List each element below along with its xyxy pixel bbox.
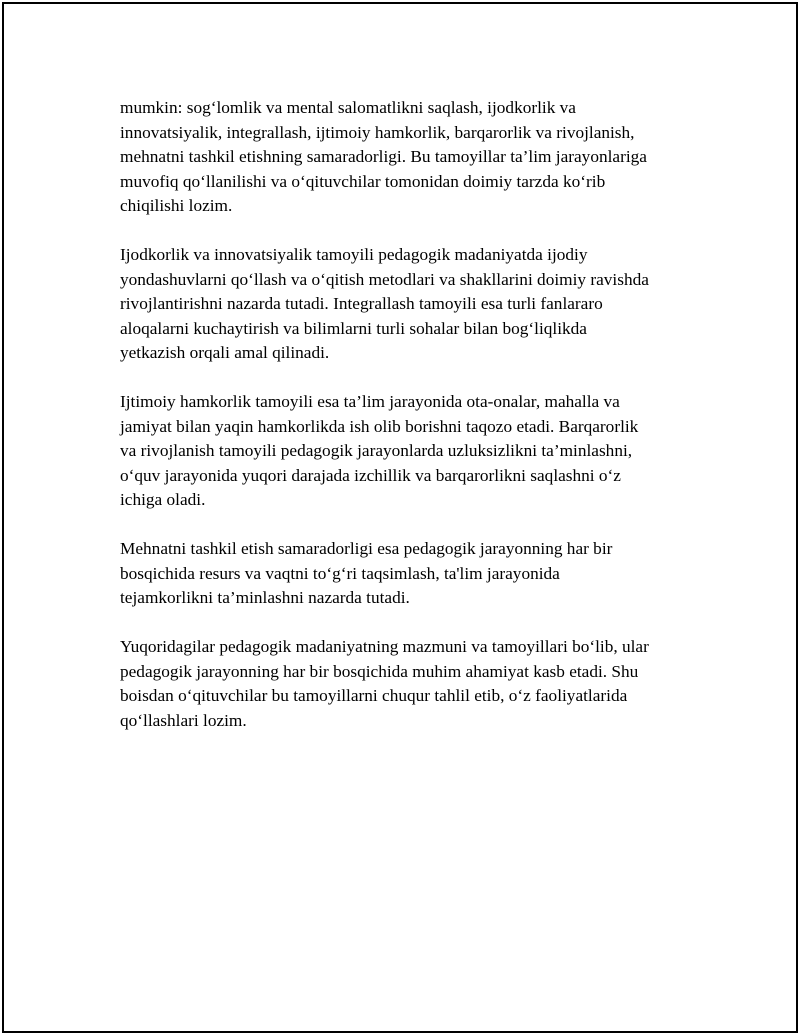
text-line: Mehnatni tashkil etish samaradorligi esa pedagogik jarayonning har bir: [120, 539, 613, 558]
text-line: va rivojlanish tamoyili pedagogik jarayonlarda uzluksizlikni ta’minlashni,: [120, 441, 633, 460]
text-line: mehnatni tashkil etishning samaradorligi. Bu tamoyillar ta’lim jarayonlariga: [120, 147, 647, 166]
text-line: Ijodkorlik va innovatsiyalik tamoyili pedagogik madaniyatda ijodiy: [120, 245, 588, 264]
paragraph-4: [120, 537, 700, 611]
document-page: [2, 2, 798, 1033]
text-line: aloqalarni kuchaytirish va bilimlarni turli sohalar bilan bog‘liqlikda: [120, 318, 587, 338]
paragraph-5: [120, 635, 700, 733]
text-line: Yuqoridagilar pedagogik madaniyatning mazmuni va tamoyillari bo‘lib, ular: [120, 637, 649, 656]
text-line: tejamkorlikni ta’minlashni nazarda tutadi.: [120, 588, 410, 607]
text-line: pedagogik jarayonning har bir bosqichida muhim ahamiyat kasb etadi. Shu: [120, 661, 639, 681]
paragraph-2: [120, 243, 700, 366]
document-body: [120, 96, 700, 758]
paragraph-3: [120, 390, 700, 513]
text-line: qo‘llashlari lozim.: [120, 710, 247, 730]
text-line: o‘quv jarayonida yuqori darajada izchillik va barqarorlikni saqlashni o‘z: [120, 465, 621, 485]
text-line: yetkazish orqali amal qilinadi.: [120, 343, 330, 362]
text-line: mumkin: sog‘lomlik va mental salomatlikni saqlash, ijodkorlik va: [120, 98, 576, 117]
text-line: yondashuvlarni qo‘llash va o‘qitish metodlari va shakllarini doimiy ravishda: [120, 269, 649, 289]
text-line: muvofiq qo‘llanilishi va o‘qituvchilar tomonidan doimiy tarzda ko‘rib: [120, 171, 606, 191]
text-line: boisdan o‘qituvchilar bu tamoyillarni chuqur tahlil etib, o‘z faoliyatlarida: [120, 686, 628, 705]
text-line: chiqilishi lozim.: [120, 196, 233, 215]
text-line: Ijtimoiy hamkorlik tamoyili esa ta’lim jarayonida ota-onalar, mahalla va: [120, 392, 620, 411]
text-line: jamiyat bilan yaqin hamkorlikda ish olib borishni taqozo etadi. Barqarorlik: [120, 416, 639, 436]
text-line: ichiga oladi.: [120, 490, 206, 509]
text-line: rivojlantirishni nazarda tutadi. Integrallash tamoyili esa turli fanlararo: [120, 294, 603, 313]
text-line: innovatsiyalik, integrallash, ijtimoiy hamkorlik, barqarorlik va rivojlanish,: [120, 122, 635, 142]
paragraph-1: [120, 96, 700, 219]
text-line: bosqichida resurs va vaqtni to‘g‘ri taqsimlash, ta'lim jarayonida: [120, 563, 560, 583]
